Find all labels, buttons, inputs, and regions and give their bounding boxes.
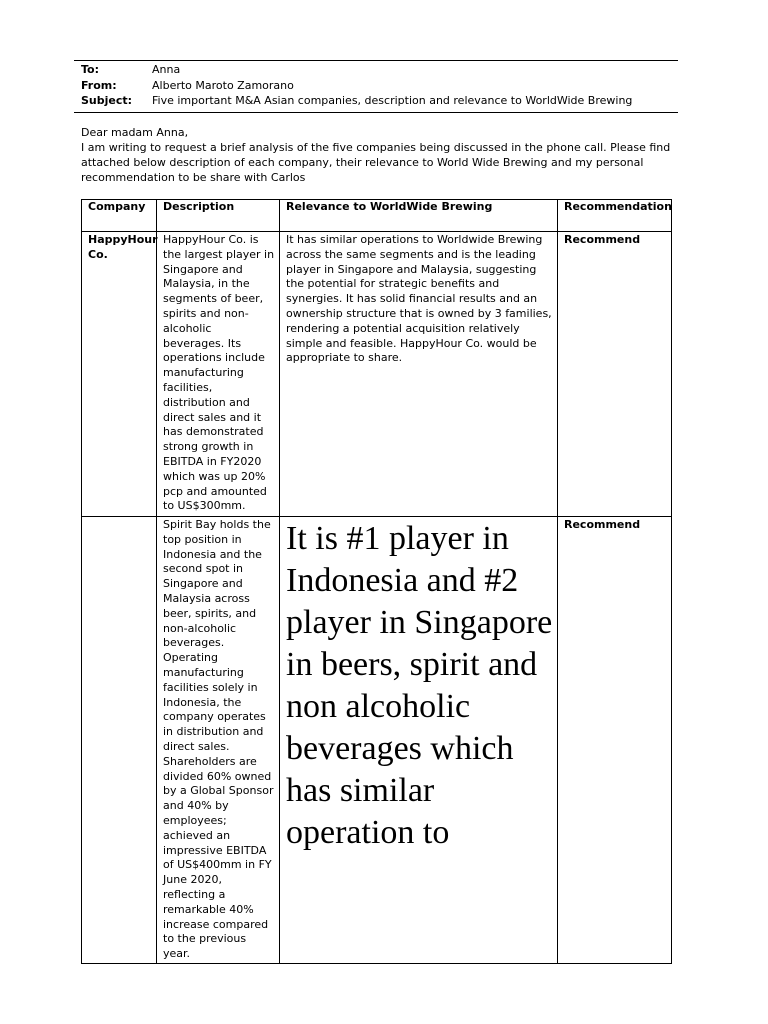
memo-to-row: [74, 62, 678, 78]
table-row: [82, 517, 672, 964]
relevance-text: It is #1 player in Indonesia and #2 player in Singapore in beers, spirit and non alcoholic beverages which has similar operation to: [286, 520, 553, 851]
memo-from-value: Alberto Maroto Zamorano: [152, 78, 294, 92]
table-header-row: [82, 200, 672, 232]
company-analysis-table: [81, 199, 672, 964]
letter-paragraph: I am writing to request a brief analysis of the five companies being discussed in the phone call. Please find attached below description of each company, their relevance to World Wide Brewing and my personal recommendation to be share with Carlos: [81, 141, 671, 184]
column-header-relevance: Relevance to WorldWide Brewing: [280, 200, 558, 232]
company-cell: [82, 517, 157, 964]
memo-from-row: [74, 78, 678, 94]
recommendation-cell: Recommend: [558, 232, 672, 517]
column-header-recommendation: Recommendation: [558, 200, 672, 232]
column-header-description: Description: [157, 200, 280, 232]
letter-salutation: Dear madam Anna,: [81, 126, 189, 139]
relevance-cell: It has similar operations to Worldwide Brewing across the same segments and is the leading player in Singapore and Malaysia, suggesting the potential for strategic benefits and synergies. It has solid financial results and an ownership structure that is owned by 3 families, rendering a potential acquisition relatively simple and feasible. HappyHour Co. would be appropriate to share.: [280, 232, 558, 517]
memo-to-value: Anna: [152, 63, 181, 76]
memo-header: [74, 60, 678, 113]
description-cell: Spirit Bay holds the top position in Indonesia and the second spot in Singapore and Malaysia across beer, spirits, and non-alcoholic beverages. Operating manufacturing facilities solely in Indonesia, the company operates in distribution and direct sales. Shareholders are divided 60% owned by a Global Sponsor and 40% by employees; achieved an impressive EBITDA of US$400mm in FY June 2020, reflecting a remarkable 40% increase compared to the previous year.: [157, 517, 280, 964]
memo-subject-row: [74, 93, 678, 109]
description-cell: HappyHour Co. is the largest player in Singapore and Malaysia, in the segments of beer, spirits and non-alcoholic beverages. Its operations include manufacturing facilities, distribution and direct sales and it has demonstrated strong growth in EBITDA in FY2020 which was up 20% pcp and amounted to US$300mm.: [157, 232, 280, 517]
company-cell: HappyHour Co.: [82, 232, 157, 517]
relevance-cell-large: [280, 517, 558, 964]
letter-body: [81, 125, 681, 185]
memo-subject-value: Five important M&A Asian companies, description and relevance to WorldWide Brewing: [152, 94, 633, 107]
memo-subject-label: Subject:: [81, 94, 133, 107]
memo-to-label: To:: [81, 63, 99, 76]
memo-from-label: From:: [81, 78, 117, 92]
table-row: [82, 232, 672, 517]
column-header-company: Company: [82, 200, 157, 232]
recommendation-cell: Recommend: [558, 517, 672, 964]
